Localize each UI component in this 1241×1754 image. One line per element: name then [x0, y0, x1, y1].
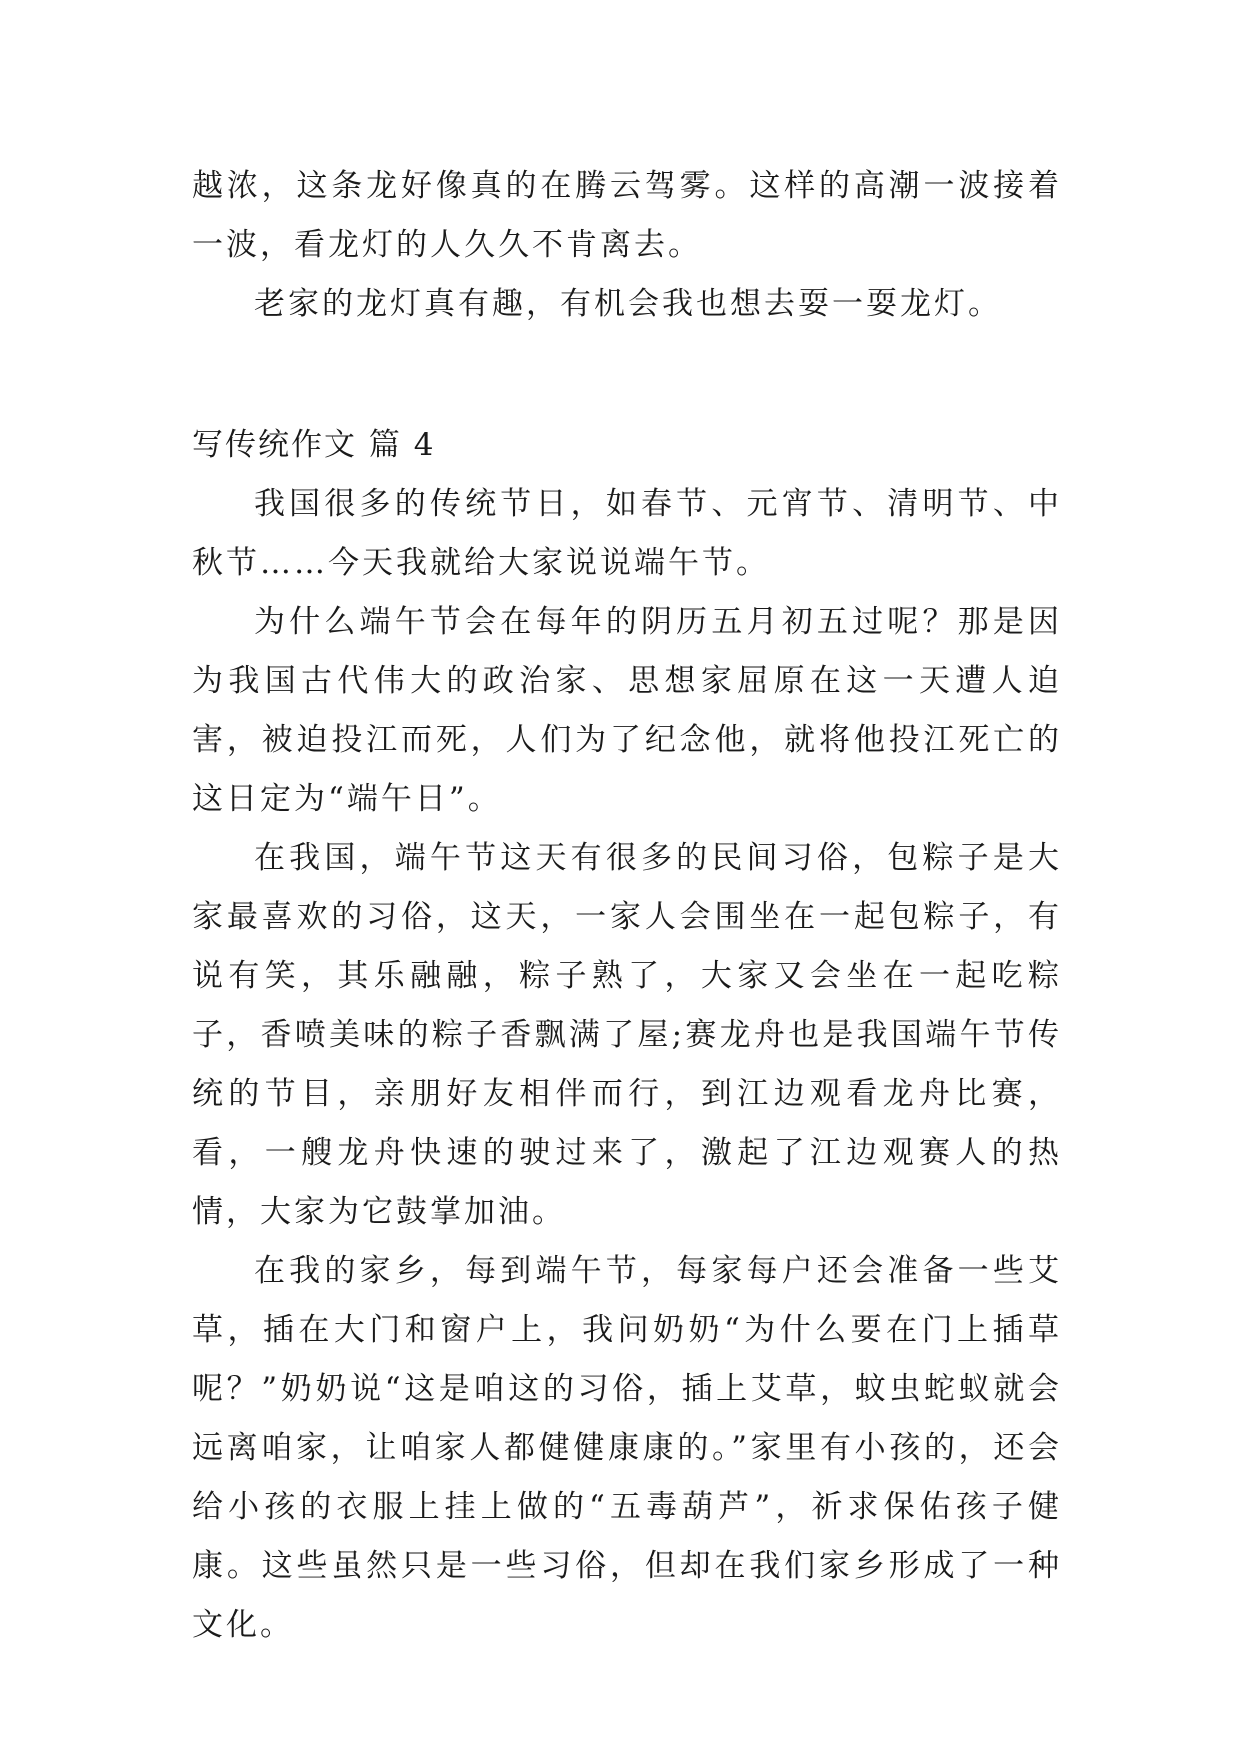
section-title: 写传统作文 篇 4	[192, 427, 436, 463]
paragraph-intro: 我国很多的传统节日，如春节、元宵节、清明节、中秋节……今天我就给大家说说端午节。	[192, 486, 1062, 581]
paragraph-hometown: 在我的家乡，每到端午节，每家每户还会准备一些艾草，插在大门和窗户上，我问奶奶“为什么要在门上插草呢？”奶奶说“这是咱这的习俗，插上艾草，蚊虫蛇蚁就会远离咱家，让咱家人都健健康康的。”家里有小孩的，还会给小孩的衣服上挂上做的“五毒葫芦”，祈求保佑孩子健康。这些虽然只是一些习俗，但却在我们家乡形成了一种文化。	[192, 1253, 1062, 1643]
continued-paragraph: 越浓，这条龙好像真的在腾云驾雾。这样的高潮一波接着一波，看龙灯的人久久不肯离去。	[192, 168, 1062, 263]
closing-paragraph: 老家的龙灯真有趣，有机会我也想去耍一耍龙灯。	[254, 286, 1002, 322]
section-text-block	[192, 416, 1062, 1655]
paragraph-customs: 在我国，端午节这天有很多的民间习俗，包粽子是大家最喜欢的习俗，这天，一家人会围坐在一起包粽子，有说有笑，其乐融融，粽子熟了，大家又会坐在一起吃粽子，香喷美味的粽子香飘满了屋;赛龙舟也是我国端午节传统的节目，亲朋好友相伴而行，到江边观看龙舟比赛，看，一艘龙舟快速的驶过来了，激起了江边观赛人的热情，大家为它鼓掌加油。	[192, 840, 1062, 1230]
top-text-block	[192, 157, 1062, 334]
paragraph-origin: 为什么端午节会在每年的阴历五月初五过呢？那是因为我国古代伟大的政治家、思想家屈原在这一天遭人迫害，被迫投江而死，人们为了纪念他，就将他投江死亡的这日定为“端午日”。	[192, 604, 1062, 817]
